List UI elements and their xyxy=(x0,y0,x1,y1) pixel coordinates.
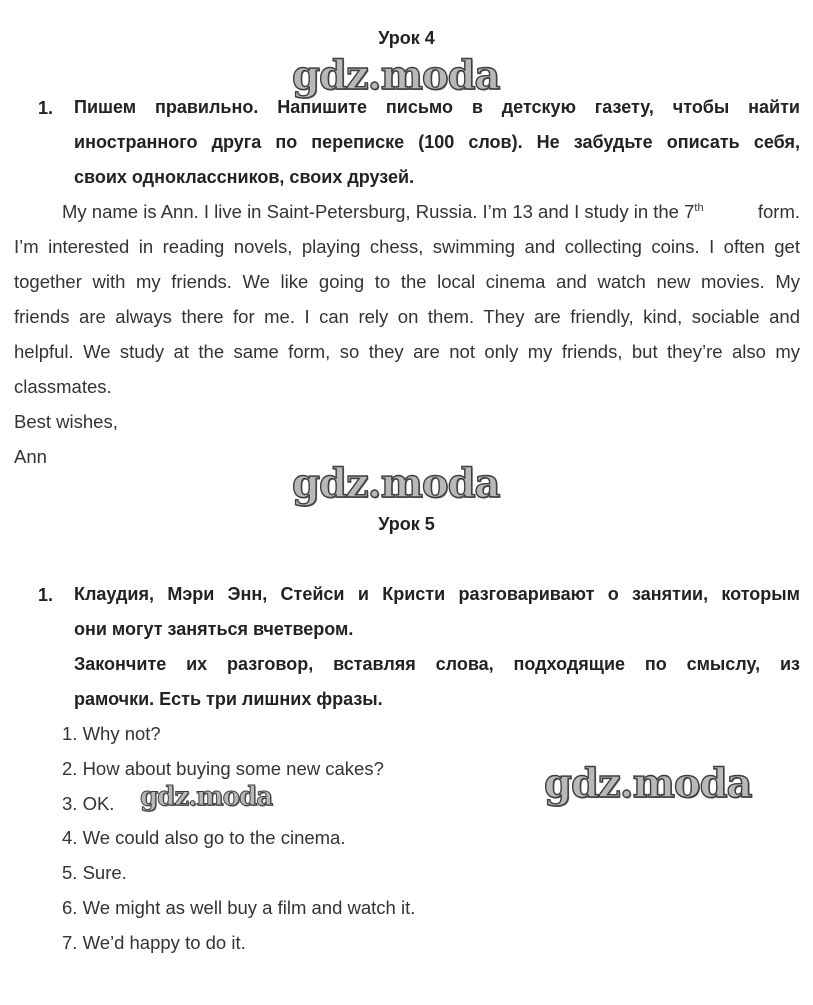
letter-signature: Ann xyxy=(14,446,47,467)
letter-line: together with my friends. We like going to the local cinema and watch new movies. My xyxy=(14,271,800,292)
answer-item: 1. Why not? xyxy=(62,723,161,744)
letter-line: helpful. We study at the same form, so they are not only my friends, but they’re also my xyxy=(14,341,800,362)
task-line: они могут заняться вчетвером. xyxy=(74,619,354,639)
letter-line: classmates. xyxy=(14,376,112,397)
answer-item: 5. Sure. xyxy=(62,862,127,883)
answer-item: 6. We might as well buy a film and watch it. xyxy=(62,897,416,918)
letter-line: I’m interested in reading novels, playing chess, swimming and collecting coins. I often get xyxy=(14,236,800,257)
watermark-logo: gdz.moda xyxy=(292,460,500,507)
letter-line-start: My name is Ann. I live in Saint-Petersburg, Russia. I’m 13 and I study in the 7th xyxy=(62,201,704,222)
task-line: Клаудия, Мэри Энн, Стейси и Кристи разговаривают о занятии, которым xyxy=(74,584,800,604)
lesson-4-title: Урок 4 xyxy=(378,28,435,48)
task-instruction xyxy=(74,577,800,717)
answer-item: 3. OK. xyxy=(62,793,115,814)
task-line: иностранного друга по переписке (100 слов). Не забудьте описать себя, xyxy=(74,132,800,152)
task-line: Закончите их разговор, вставляя слова, подходящие по смыслу, из xyxy=(74,654,800,674)
task-instruction xyxy=(74,90,800,195)
task-number: 1. xyxy=(38,585,54,605)
task-line: рамочки. Есть три лишних фразы. xyxy=(74,689,383,709)
answer-item: 7. We’d happy to do it. xyxy=(62,932,246,953)
watermark-logo: gdz.moda xyxy=(140,782,273,812)
watermark-logo: gdz.moda xyxy=(292,52,500,99)
letter-text xyxy=(14,194,800,474)
answer-item: 2. How about buying some new cakes? xyxy=(62,758,384,779)
watermark-logo: gdz.moda xyxy=(544,760,752,807)
letter-line: friends are always there for me. I can rely on them. They are friendly, kind, sociable and xyxy=(14,306,800,327)
task-number: 1. xyxy=(38,98,54,118)
answer-item: 4. We could also go to the cinema. xyxy=(62,827,346,848)
letter-closing: Best wishes, xyxy=(14,411,118,432)
task-line: своих одноклассников, своих друзей. xyxy=(74,167,415,187)
letter-line xyxy=(14,194,800,229)
letter-line-end: form. xyxy=(757,201,800,222)
task-line: Пишем правильно. Напишите письмо в детскую газету, чтобы найти xyxy=(74,97,800,117)
lesson-5-title: Урок 5 xyxy=(378,514,435,534)
